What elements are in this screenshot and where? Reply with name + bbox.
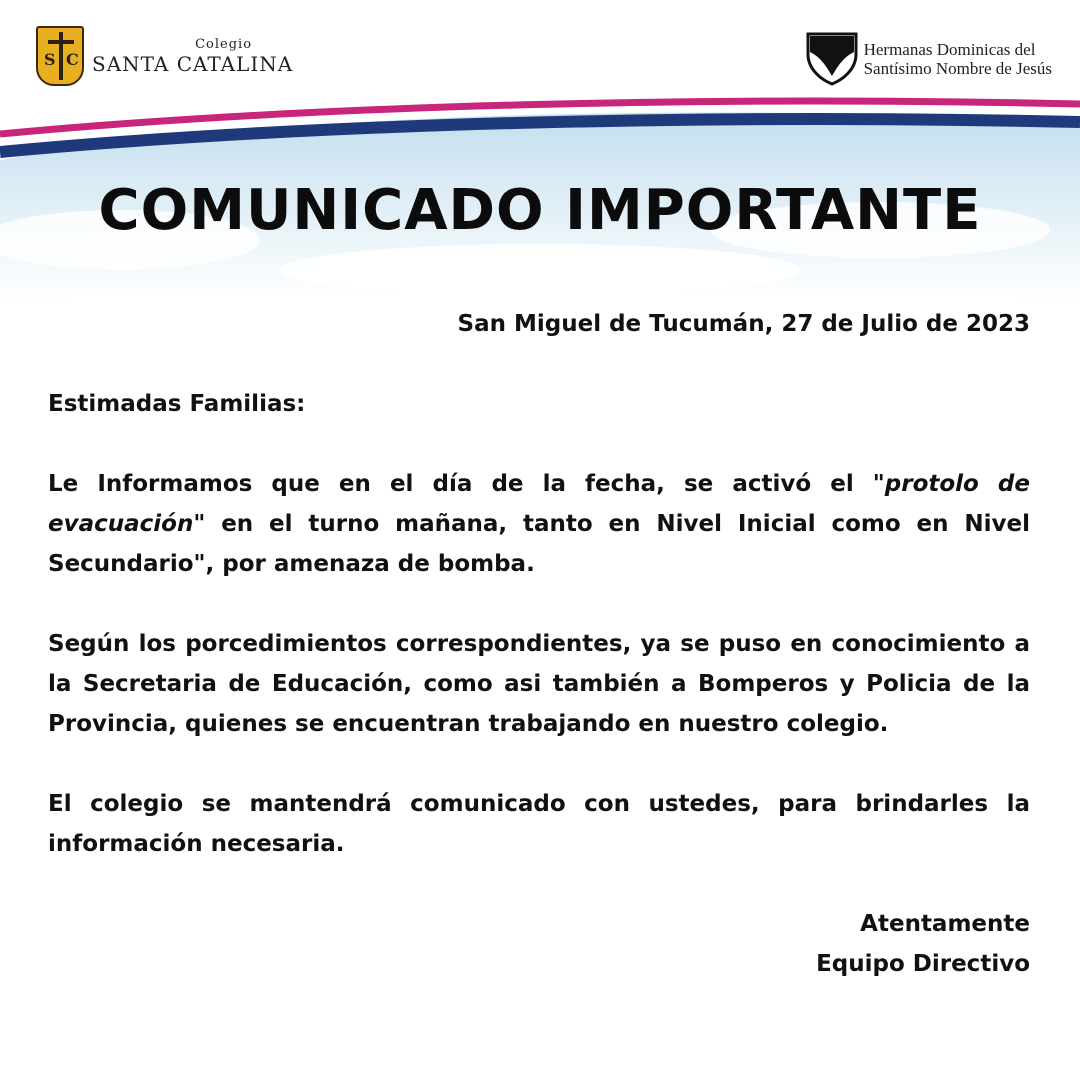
order-logo [806,32,1052,86]
paragraph-2: Según los porcedimientos correspondientes, ya se puso en conocimiento a la Secretaria de Educación, como asi también a Bomperos y Policia de la Provincia, quienes se encuentran trabajando en nuestro colegio. [48,631,1030,737]
paragraph-1-italic: "protolo de evacuación" [48,471,1030,537]
order-line-2: Santísimo Nombre de Jesús [863,59,1052,78]
paragraph-1-text-a: Le Informamos que en el día de la fecha, se activó el [48,471,873,497]
school-logo [36,26,293,86]
cloud [280,244,800,296]
school-name-big: SANTA CATALINA [92,51,294,76]
paragraph-1 [48,464,1030,584]
signature: Equipo Directivo [816,951,1030,977]
school-name-small: Colegio [195,36,253,52]
order-name [864,40,1052,78]
greeting: Estimadas Familias: [48,391,306,417]
date-line: San Miguel de Tucumán, 27 de Julio de 2023 [457,311,1030,337]
crest-letter-c: C [66,50,79,69]
letter-body [48,304,1030,984]
paragraph-1-text-c: en el turno mañana, tanto en Nivel Inicial como en Nivel Secundario", por amenaza de bomba. [48,511,1030,577]
paragraph-3: El colegio se mantendrá comunicado con ustedes, para brindarles la información necesaria. [48,791,1030,857]
order-line-1: Hermanas Dominicas del [863,40,1036,59]
page-title: COMUNICADO IMPORTANTE [98,178,982,243]
school-name [92,37,293,76]
closing: Atentamente [860,911,1030,937]
header [0,0,1080,100]
dominican-shield-icon [806,32,858,86]
crest-letter-s: S [44,50,56,69]
school-crest-icon [36,26,84,86]
